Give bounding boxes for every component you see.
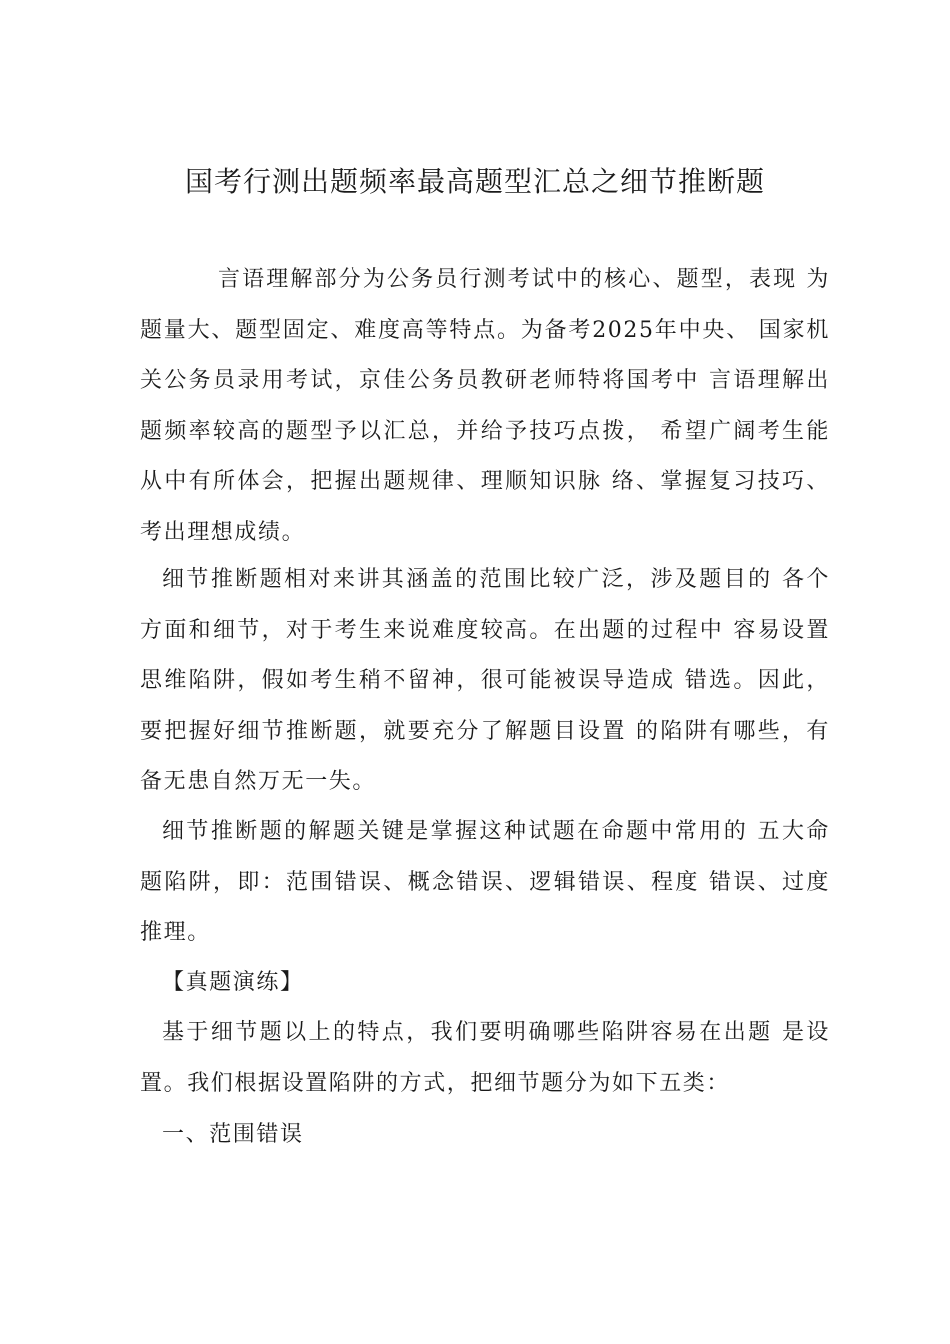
paragraph-detail-scope: 细节推断题相对来讲其涵盖的范围比较广泛，涉及题目的 各个方面和细节，对于考生来说难度较高。在出题的过程中 容易设置思维陷阱，假如考生稍不留神，很可能被误导造成 错选。因此，要把握好细节推断题，就要充分了解题目设置 的陷阱有哪些，有备无患自然万无一失。 xyxy=(140,567,830,794)
section-heading-practice: 【真题演练】 xyxy=(162,970,304,995)
paragraph-key-traps: 细节推断题的解题关键是掌握这种试题在命题中常用的 五大命题陷阱，即：范围错误、概念错误、逻辑错误、程度 错误、过度推理。 xyxy=(140,819,830,945)
subheading-scope-error: 一、范围错误 xyxy=(162,1122,304,1147)
paragraph-intro: 言语理解部分为公务员行测考试中的核心、题型，表现 为题量大、题型固定、难度高等特点。为备考2025年中央、 国家机关公务员录用考试，京佳公务员教研老师特将国考中 言语理解出题频率较高的题型予以汇总，并给予技巧点拨， 希望广阔考生能从中有所体会，把握出题规律、理顺知识脉 络、掌握复习技巧、考出理想成绩。 xyxy=(140,267,830,545)
document-title: 国考行测出题频率最高题型汇总之细节推断题 xyxy=(184,165,765,198)
paragraph-classification: 基于细节题以上的特点，我们要明确哪些陷阱容易在出题 是设置。我们根据设置陷阱的方式，把细节题分为如下五类： xyxy=(140,1020,830,1096)
